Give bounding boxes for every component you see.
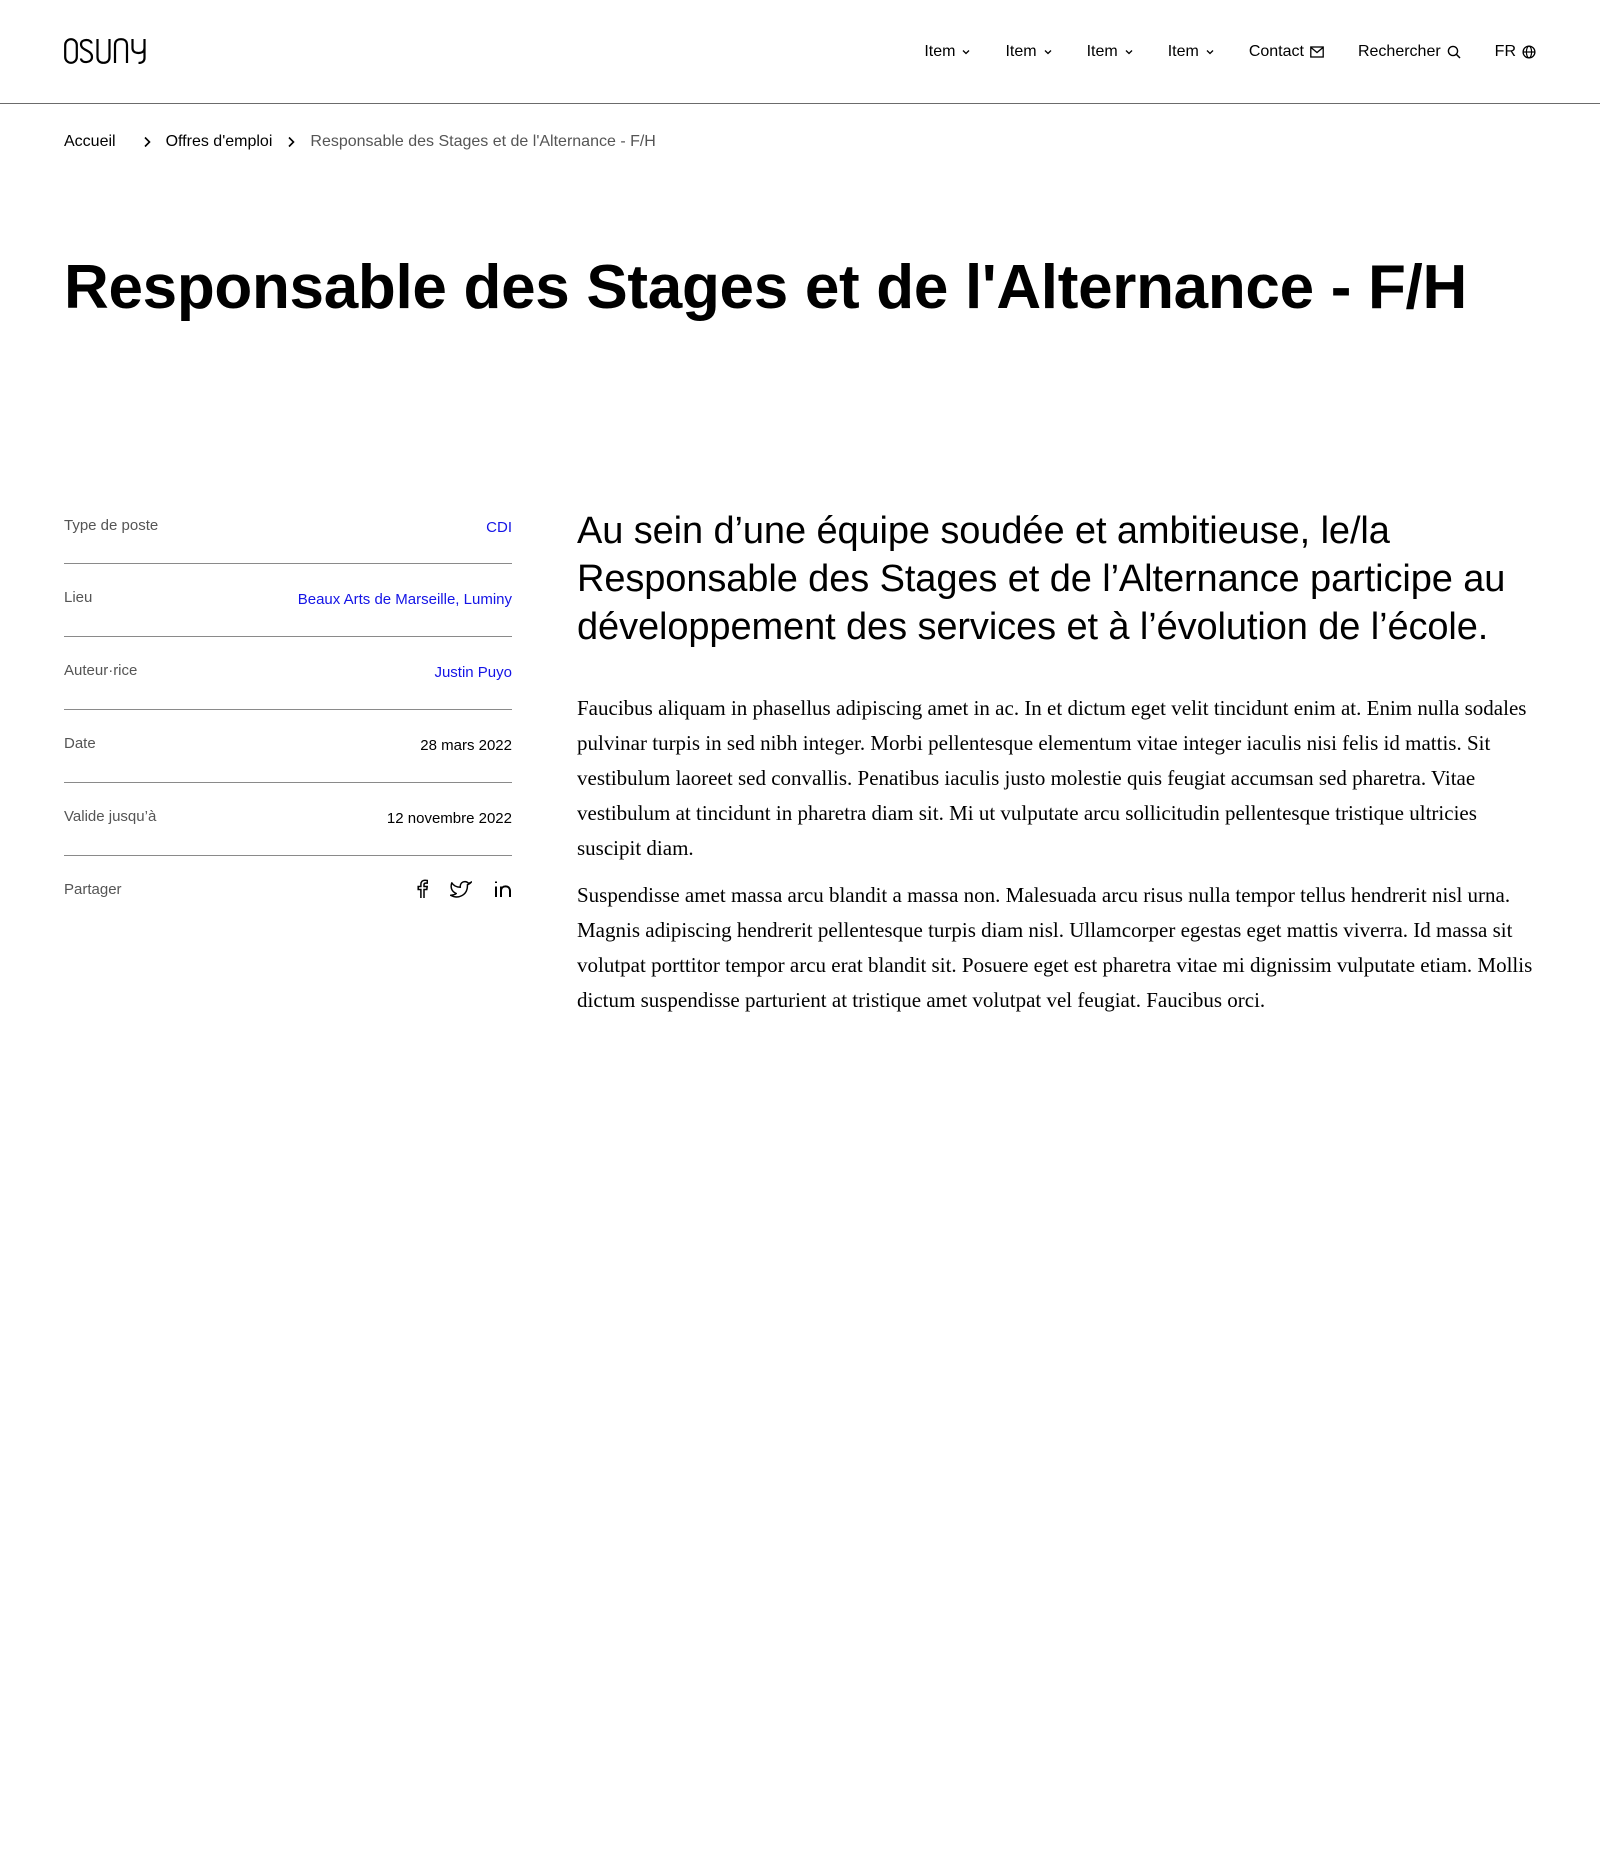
author-link[interactable]: Justin Puyo (434, 664, 512, 681)
nav-item-label: Item (1005, 43, 1037, 60)
page-title: Responsable des Stages et de l'Alternance - F/H (64, 253, 1467, 322)
nav-language[interactable] (1495, 43, 1536, 61)
meta-row-author (64, 637, 512, 710)
date-value: 28 mars 2022 (420, 737, 512, 754)
meta-label: Lieu (64, 589, 93, 606)
chevron-down-icon (1043, 47, 1053, 57)
meta-row-type (64, 491, 512, 564)
job-meta (64, 491, 512, 929)
twitter-icon[interactable] (450, 879, 472, 899)
nav-item-label: Contact (1248, 43, 1304, 60)
nav-item-1[interactable] (924, 43, 971, 61)
meta-row-share (64, 856, 512, 929)
body-paragraph: Faucibus aliquam in phasellus adipiscing amet in ac. In et dictum eget velit tincidunt enim at. Enim nulla sodales pulvinar turpis in sed nibh integer. Morbi pellentesque elementum vitae integer iaculis nisi felis id mattis. Sit vestibulum laoreet sed convallis. Penatibus iaculis justo molestie quis feugiat accumsan sed pharetra. Vitae vestibulum at tincidunt in pharetra diam sit. Mi ut vulputate arcu sollicitudin pellentesque tristique ultricies suscipit diam. (577, 696, 1527, 860)
nav-item-label: Item (1167, 43, 1199, 60)
chevron-down-icon (1124, 47, 1134, 57)
breadcrumb-job-offers[interactable]: Offres d'emploi (165, 133, 273, 150)
location-link[interactable]: Beaux Arts de Marseille, Luminy (297, 591, 512, 608)
job-description (577, 507, 1537, 1018)
body-paragraph: Suspendisse amet massa arcu blandit a massa non. Malesuada arcu risus nulla tempor tellus hendrerit nisl urna. Magnis adipiscing hendrerit pellentesque turpis diam nisl. Ullamcorper egestas eget mattis viverra. Id massa sit volutpat porttitor tempor arcu erat blandit sit. Posuere eget est pharetra vitae mi dignissim vulputate etiam. Mollis dictum suspendisse parturient at tristique amet volutpat vel feugiat. Faucibus orci. (577, 883, 1533, 1012)
lead-paragraph: Au sein d’une équipe soudée et ambitieuse, le/la Responsable des Stages et de l’Alternance participe au développement des services et à l’évolution de l’école. (577, 510, 1506, 648)
site-header (0, 0, 1600, 104)
search-icon (1447, 45, 1461, 59)
nav-item-label: Rechercher (1357, 43, 1441, 60)
meta-label: Valide jusqu’à (64, 808, 157, 825)
globe-icon (1522, 45, 1536, 59)
main-nav (924, 40, 1536, 64)
nav-item-4[interactable] (1168, 43, 1215, 61)
nav-item-label: Item (1086, 43, 1118, 60)
job-type-link[interactable]: CDI (486, 519, 512, 536)
nav-item-label: FR (1494, 43, 1516, 60)
nav-item-label: Item (924, 43, 956, 60)
chevron-right-icon (286, 136, 296, 148)
meta-row-date (64, 710, 512, 783)
mail-icon (1310, 46, 1324, 58)
site-logo[interactable] (64, 36, 146, 66)
chevron-down-icon (1205, 47, 1215, 57)
linkedin-icon[interactable] (494, 880, 512, 898)
breadcrumb (64, 131, 656, 153)
nav-contact[interactable] (1249, 43, 1324, 61)
meta-label: Date (64, 735, 96, 752)
meta-row-location (64, 564, 512, 637)
breadcrumb-home[interactable]: Accueil (64, 133, 116, 150)
nav-item-3[interactable] (1087, 43, 1134, 61)
chevron-down-icon (961, 47, 971, 57)
osuny-logo-icon (64, 38, 146, 64)
meta-label: Auteur·rice (64, 662, 138, 679)
valid-until-value: 12 novembre 2022 (386, 810, 512, 827)
nav-item-2[interactable] (1005, 43, 1052, 61)
facebook-icon[interactable] (416, 879, 428, 899)
breadcrumb-current: Responsable des Stages et de l'Alternance - F/H (310, 133, 656, 150)
nav-search[interactable] (1358, 43, 1461, 61)
share-links (416, 879, 512, 899)
share-label: Partager (64, 881, 122, 898)
chevron-right-icon (142, 136, 152, 148)
meta-label: Type de poste (64, 517, 159, 534)
meta-row-valid-until (64, 783, 512, 856)
